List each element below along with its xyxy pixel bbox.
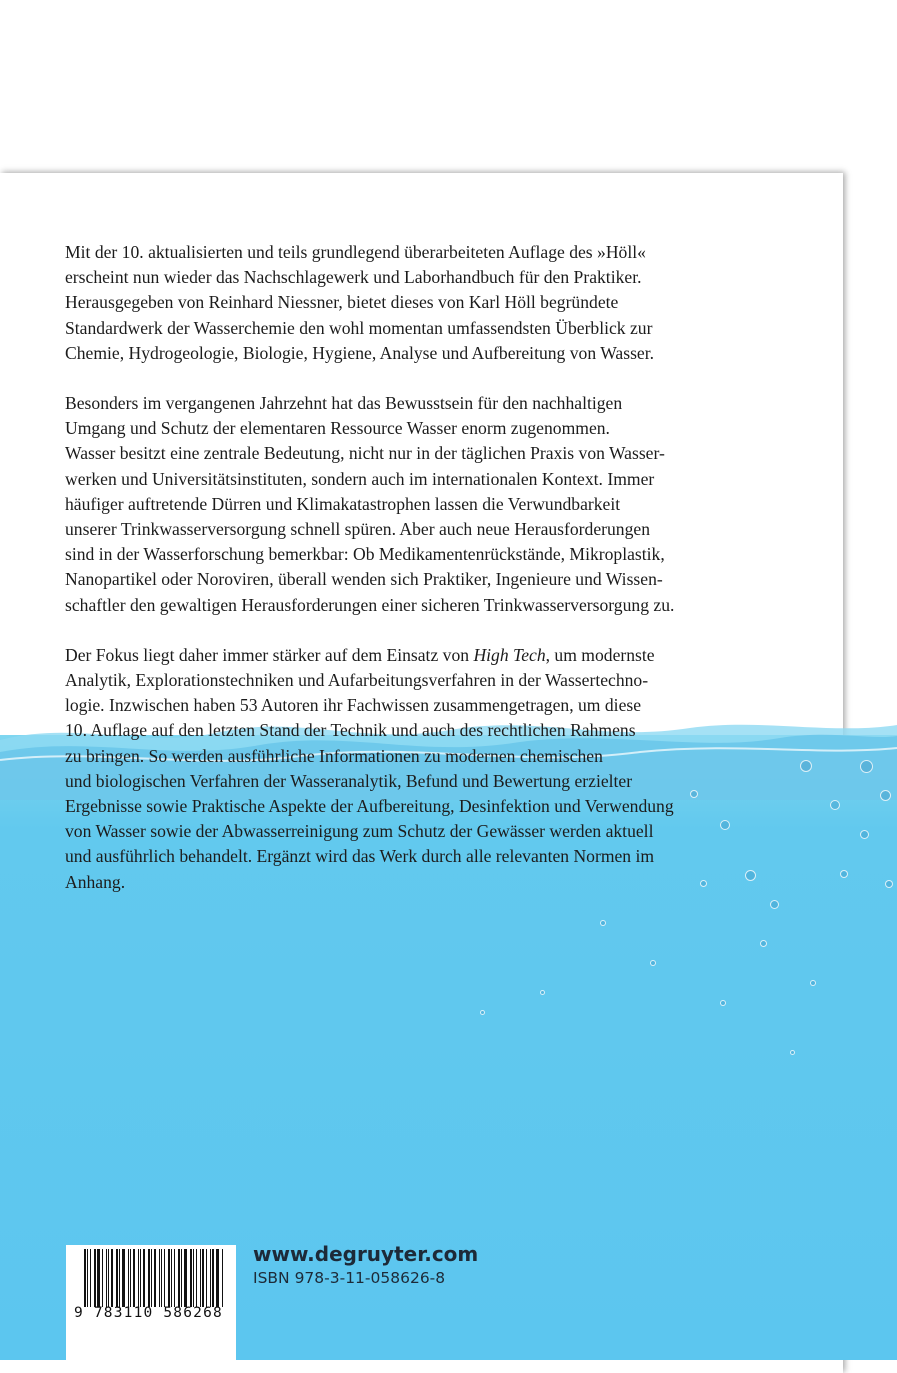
barcode-bar: [202, 1249, 204, 1307]
text-segment: , um modernste: [545, 644, 655, 665]
bubble: [885, 880, 893, 888]
barcode-bar: [90, 1249, 91, 1307]
barcode-bar: [111, 1249, 113, 1307]
barcode-bar: [148, 1249, 150, 1307]
text-line: Nanopartikel oder Noroviren, überall wenden sich Praktiker, Ingenieure und Wissen-: [65, 569, 663, 590]
barcode-bar: [206, 1249, 207, 1307]
text-line: Chemie, Hydrogeologie, Biologie, Hygiene, Analyse und Aufbereitung von Wasser.: [65, 342, 655, 363]
barcode-bar: [181, 1249, 182, 1307]
barcode-bar: [130, 1249, 131, 1307]
barcode-bar: [102, 1249, 103, 1307]
barcode-bar: [212, 1249, 214, 1307]
text-line: sind in der Wasserforschung bemerkbar: Ob Medikamentenrückstände, Mikroplastik,: [65, 544, 665, 565]
barcode-bar: [122, 1249, 125, 1307]
barcode-bar: [196, 1249, 197, 1307]
barcode-number: 9 783110 586268: [74, 1305, 223, 1321]
text-line: von Wasser sowie der Abwasserreinigung zum Schutz der Gewässer werden aktuell: [65, 821, 654, 842]
bubble: [760, 940, 767, 947]
barcode-bar: [210, 1249, 211, 1307]
barcode-bar: [193, 1249, 194, 1307]
barcode-bar: [138, 1249, 139, 1307]
barcode-bar: [116, 1249, 118, 1307]
barcode-bar: [184, 1249, 187, 1307]
paragraph-2: [65, 391, 845, 618]
text-line: Anhang.: [65, 871, 126, 892]
bubble: [540, 990, 545, 995]
bubble: [690, 790, 698, 798]
barcode-bar: [164, 1249, 165, 1307]
text-line: unserer Trinkwasserversorgung schnell spüren. Aber auch neue Herausforderungen: [65, 519, 650, 540]
barcode-bar: [119, 1249, 120, 1307]
paragraph-1: [65, 240, 845, 366]
bubble: [720, 1000, 726, 1006]
text-line: Wasser besitzt eine zentrale Bedeutung, nicht nur in der täglichen Praxis von Wasser-: [65, 443, 665, 464]
text-line: und ausführlich behandelt. Ergänzt wird das Werk durch alle relevanten Normen im: [65, 846, 655, 867]
text-line: Ergebnisse sowie Praktische Aspekte der Aufbereitung, Desinfektion und Verwendung: [65, 796, 674, 817]
barcode-bar: [140, 1249, 141, 1307]
text-line: Analytik, Explorationstechniken und Aufarbeitungsverfahren in der Wassertechno-: [65, 670, 649, 691]
text-line: Mit der 10. aktualisierten und teils grundlegend überarbeiteten Auflage des »Höll«: [65, 242, 646, 262]
isbn: ISBN 978-3-11-058626-8: [253, 1269, 446, 1287]
barcode-bar: [128, 1249, 129, 1307]
barcode: [66, 1245, 236, 1360]
barcode-bar: [133, 1249, 135, 1307]
text-segment: Der Fokus liegt daher immer stärker auf dem Einsatz von: [65, 644, 474, 665]
barcode-bar: [200, 1249, 201, 1307]
barcode-bar: [106, 1249, 107, 1307]
barcode-bar: [143, 1249, 145, 1307]
barcode-bar: [171, 1249, 172, 1307]
bubble: [790, 1050, 795, 1055]
bubble: [860, 760, 873, 773]
text-line: 10. Auflage auf den letzten Stand der Technik und auch des rechtlichen Rahmens: [65, 720, 636, 741]
bubble: [600, 920, 606, 926]
text-line: zu bringen. So werden ausführliche Informationen zu modernen chemischen: [65, 745, 603, 766]
barcode-bar: [108, 1249, 109, 1307]
bubble: [840, 870, 848, 878]
bubble: [770, 900, 779, 909]
barcode-bar: [168, 1249, 170, 1307]
bubble: [700, 880, 707, 887]
barcode-bar: [97, 1249, 100, 1307]
italic-term: High Tech: [473, 644, 546, 665]
barcode-bar: [161, 1249, 162, 1307]
barcode-bar: [154, 1249, 157, 1307]
text-line: schaftler den gewaltigen Herausforderungen einer sicheren Trinkwasserversorgung zu.: [65, 594, 675, 615]
text-line: häufiger auftretende Dürren und Klimakatastrophen lassen die Verwundbarkeit: [65, 493, 621, 514]
text-line: [65, 643, 845, 668]
text-line: Herausgegeben von Reinhard Niessner, bietet dieses von Karl Höll begründete: [65, 292, 619, 313]
barcode-bar: [84, 1249, 86, 1307]
bubble: [720, 820, 730, 830]
bubble: [860, 830, 869, 839]
barcode-bar: [222, 1249, 223, 1307]
bubble: [830, 800, 840, 810]
barcode-bar: [94, 1249, 96, 1307]
barcode-bar: [87, 1249, 88, 1307]
barcode-bar: [216, 1249, 219, 1307]
barcode-bar: [159, 1249, 160, 1307]
text-line: und biologischen Verfahren der Wasseranalytik, Befund und Bewertung erzielter: [65, 770, 633, 791]
publisher-url[interactable]: www.degruyter.com: [253, 1242, 479, 1266]
barcode-bars: [84, 1249, 224, 1307]
text-line: logie. Inzwischen haben 53 Autoren ihr Fachwissen zusammengetragen, um diese: [65, 695, 642, 716]
barcode-bar: [190, 1249, 192, 1307]
text-line: Standardwerk der Wasserchemie den wohl momentan umfassendsten Überblick zur: [65, 317, 653, 338]
text-line: Umgang und Schutz der elementaren Ressource Wasser enorm zugenommen.: [65, 418, 610, 439]
bubble: [480, 1010, 485, 1015]
bubble: [880, 790, 891, 801]
blurb: [65, 240, 845, 920]
bubble: [810, 980, 816, 986]
text-line: Besonders im vergangenen Jahrzehnt hat das Bewusstsein für den nachhaltigen: [65, 393, 623, 414]
text-line: werken und Universitätsinstituten, sondern auch im internationalen Kontext. Immer: [65, 468, 655, 489]
text-line: erscheint nun wieder das Nachschlagewerk und Laborhandbuch für den Praktiker.: [65, 267, 642, 288]
barcode-bar: [174, 1249, 175, 1307]
bubble: [745, 870, 756, 881]
paragraph-3: [65, 643, 845, 895]
bubble: [650, 960, 656, 966]
barcode-bar: [178, 1249, 180, 1307]
bubble: [800, 760, 812, 772]
barcode-bar: [151, 1249, 152, 1307]
